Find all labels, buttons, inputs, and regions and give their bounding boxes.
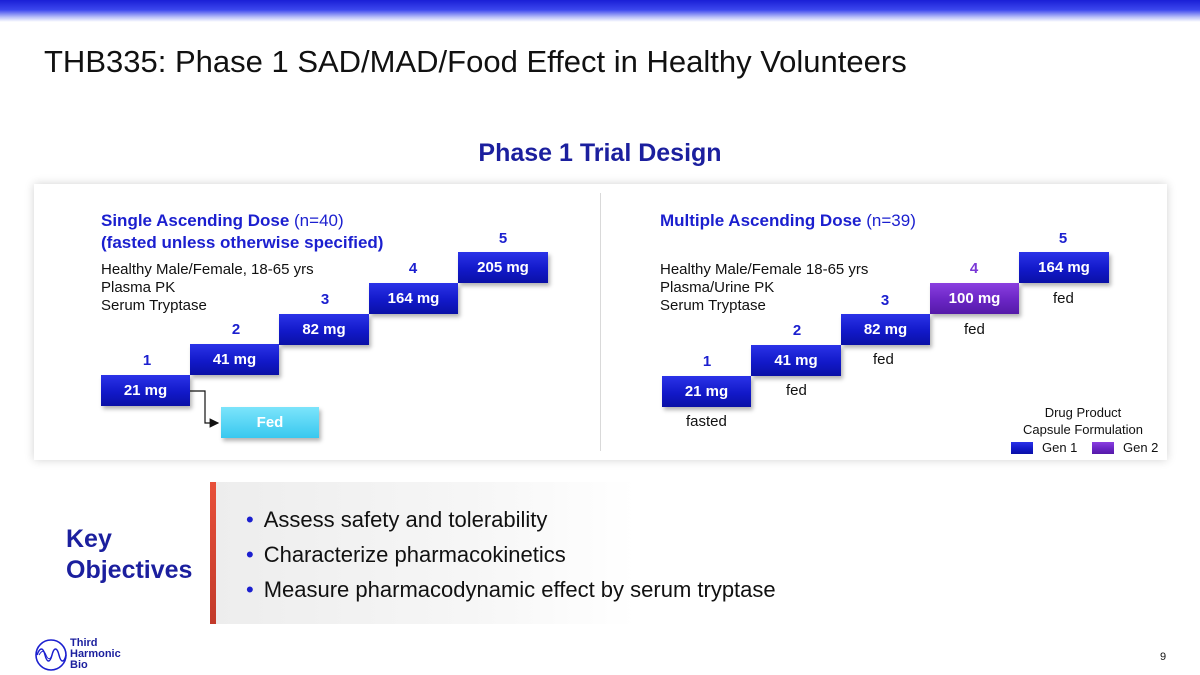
sad-cohort-3-dose: 82 mg: [279, 314, 369, 345]
slide-title: THB335: Phase 1 SAD/MAD/Food Effect in Healthy Volunteers: [44, 44, 907, 79]
mad-cohort-5-level: 5: [1058, 230, 1068, 247]
mad-title-bold: Multiple Ascending Dose: [660, 211, 862, 230]
sad-cohort-4-dose: 164 mg: [369, 283, 458, 314]
sad-title-n: (n=40): [289, 211, 344, 230]
mad-cohort-3-level: 3: [880, 292, 890, 309]
sad-title-line2: (fasted unless otherwise specified): [101, 233, 384, 252]
diagram-subtitle: Phase 1 Trial Design: [478, 139, 722, 167]
legend-gen1-swatch: [1011, 442, 1033, 454]
objective-item: [246, 573, 776, 608]
legend-caption-line: Drug Product: [1044, 405, 1122, 420]
sad-fed-cohort: Fed: [221, 407, 319, 438]
sad-cohort-2-dose: 41 mg: [190, 344, 279, 375]
logo-wordmark: [70, 638, 121, 671]
bullet-icon: •: [246, 507, 254, 532]
mad-cohort-2-dose: 41 mg: [751, 345, 841, 376]
logo-line: Third: [70, 637, 98, 649]
mad-cohort-5-dose: 164 mg: [1019, 252, 1109, 283]
sad-cohort-5-dose: 205 mg: [458, 252, 548, 283]
mad-cohort-4-level: 4: [969, 260, 979, 277]
legend-caption: [1013, 404, 1153, 438]
mad-cohort-2-note: fed: [786, 382, 807, 399]
mad-cohort-3-dose: 82 mg: [841, 314, 930, 345]
bullet-icon: •: [246, 577, 254, 602]
objectives-list: [246, 503, 776, 608]
objective-item: [246, 538, 776, 573]
mad-info-line: Serum Tryptase: [660, 297, 766, 314]
logo-line: Harmonic: [70, 648, 121, 660]
mad-info: [660, 261, 868, 315]
mad-cohort-1-dose: 21 mg: [662, 376, 751, 407]
bullet-icon: •: [246, 542, 254, 567]
objective-item: [246, 503, 776, 538]
sad-info-line: Healthy Male/Female, 18-65 yrs: [101, 261, 314, 278]
sad-cohort-1-dose: 21 mg: [101, 375, 190, 406]
key-objectives-heading: [66, 524, 192, 586]
objectives-accent-bar: [210, 482, 216, 624]
mad-cohort-1-level: 1: [702, 353, 712, 370]
sad-info-line: Serum Tryptase: [101, 297, 207, 314]
wave-logo-icon: [34, 638, 70, 672]
legend-caption-line: Capsule Formulation: [1023, 422, 1143, 437]
page-number: 9: [1160, 651, 1167, 663]
sad-cohort-4-level: 4: [408, 260, 418, 277]
sad-cohort-3-level: 3: [320, 291, 330, 308]
mad-title: [660, 210, 916, 232]
key-objectives-line: Key: [66, 525, 112, 553]
legend-gen2-swatch: [1092, 442, 1114, 454]
mad-title-n: (n=39): [861, 211, 916, 230]
mad-cohort-2-level: 2: [792, 322, 802, 339]
legend-gen1-label: Gen 1: [1042, 440, 1078, 455]
mad-cohort-4-dose: 100 mg: [930, 283, 1019, 314]
logo-line: Bio: [70, 659, 88, 671]
objective-text: Measure pharmacodynamic effect by serum tryptase: [263, 577, 776, 602]
sad-title-bold: Single Ascending Dose: [101, 211, 290, 230]
key-objectives-line: Objectives: [66, 556, 193, 584]
sad-cohort-1-level: 1: [142, 352, 152, 369]
mad-cohort-3-note: fed: [873, 351, 894, 368]
sad-cohort-2-level: 2: [231, 321, 241, 338]
mad-cohort-5-note: fed: [1053, 290, 1074, 307]
mad-info-line: Healthy Male/Female 18-65 yrs: [660, 261, 869, 278]
legend-gen2-label: Gen 2: [1123, 440, 1159, 455]
sad-info-line: Plasma PK: [101, 279, 176, 296]
mad-cohort-1-note: fasted: [686, 413, 727, 430]
mad-info-line: Plasma/Urine PK: [660, 279, 775, 296]
sad-cohort-5-level: 5: [498, 230, 508, 247]
objective-text: Characterize pharmacokinetics: [263, 542, 566, 567]
mad-cohort-4-note: fed: [964, 321, 985, 338]
objective-text: Assess safety and tolerability: [263, 507, 548, 532]
